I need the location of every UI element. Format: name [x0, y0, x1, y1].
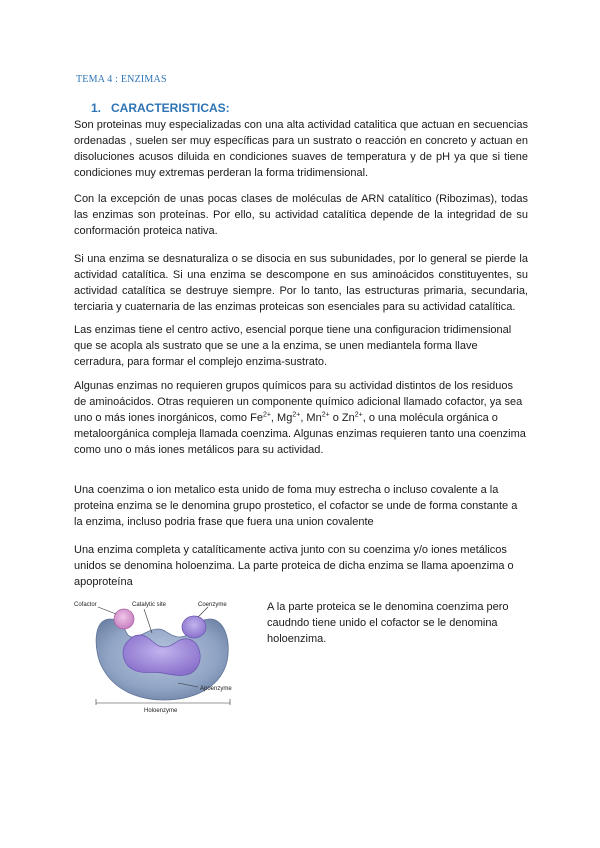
mn-charge: 2+	[321, 411, 330, 419]
holoenzyme-label: Holoenzyme	[144, 708, 178, 714]
coenzyme-label: Coenzyme	[198, 602, 227, 608]
section-number: 1.	[91, 101, 102, 115]
paragraph-definition: Son proteinas muy especializadas con una alta actividad catalitica que actuan en secuencias ordenadas , suelen ser muy específicas para un sustrato o reacción en concreto y actuan en disoluciones acusos diluida en condiciones suaves de temperatura y de pH ya que si tiene condiciones muy extremas perderan la forma tridimensional.	[74, 119, 528, 179]
zn-charge: 2+	[354, 411, 363, 419]
catalytic-site-leader	[144, 609, 152, 633]
paragraph-ribozimas: Con la excepción de unas pocas clases de moléculas de ARN catalítico (Ribozimas), todas las enzimas son proteínas. Por ello, su actividad catalítica depende de la integridad de su conformación proteica nativa.	[74, 193, 528, 237]
section-heading	[91, 101, 230, 115]
paragraph-desnaturalizacion: Si una enzima se desnaturaliza o se disocia en sus subunidades, por lo general se pierde la actividad catalítica. Si una enzima se descompone en sus aminoácidos constituyentes, su actividad catalítica se destruye siempre. Por lo tanto, las estructuras primaria, secundaria, terciaria y cuaternaria de las enzimas proteicas son esenciales para su actividad catalítica.	[74, 253, 528, 313]
figure-caption: A la parte proteica se le denomina coenzima pero caudndo tiene unido el cofactor se le denomina holoenzima.	[267, 601, 509, 645]
paragraph-cofactores-part-c: , Mn	[300, 412, 322, 424]
cofactor-leader	[98, 607, 116, 614]
coenzyme-knob	[182, 616, 206, 638]
catalytic-site-label: Catalytic site	[132, 602, 167, 608]
paragraph-cofactores-part-d: o Zn	[329, 412, 355, 424]
paragraph-holoenzima: Una enzima completa y catalíticamente activa junto con su coenzima y/o iones metálicos unidos se denomina holoenzima. La parte proteica de dicha enzima se llama apoenzima o apoproteína	[74, 544, 514, 588]
paragraph-centro-activo: Las enzimas tiene el centro activo, esencial porque tiene una configuracion tridimensional que se acopla als sustrato que se une a la enzima, se unen mediantela forma llave cerradura, para formar el complejo enzima-sustrato.	[74, 324, 512, 368]
section-title: CARACTERISTICAS:	[111, 101, 230, 115]
coenzyme-leader	[198, 607, 208, 617]
paragraph-cofactores-part-b: , Mg	[270, 412, 293, 424]
mg-charge: 2+	[292, 411, 301, 419]
paragraph-grupo-prostetico: Una coenzima o ion metalico esta unido de foma muy estrecha o incluso covalente a la proteina enzima se le denomina grupo prostetico, el cofactor se unde de forma constante a la enzima, incluso podria frase que fuera una union covalente	[74, 484, 518, 528]
paragraph-cofactores-part-a: Algunas enzimas no requieren grupos químicos para su actividad distintos de los residuos de aminoácidos. Otras requieren un componente químico adicional llamado cofactor, ya sea uno o más iones inorgánicos, como Fe	[74, 380, 523, 424]
holoenzyme-diagram	[70, 597, 258, 715]
cofactor-label: Cofactor	[74, 602, 97, 608]
document-title: TEMA 4 : ENZIMAS	[76, 74, 167, 85]
fe-charge: 2+	[262, 411, 271, 419]
cofactor-shape	[114, 609, 134, 629]
paragraph-cofactores-part-e: , o una molécula orgánica o metaloorgánica compleja llamada coenzima. Algunas enzimas requieren tanto una coenzima como uno o más iones metálicos para su actividad.	[74, 412, 526, 456]
apoenzyme-label: Apoenzyme	[200, 686, 232, 692]
holoenzyme-figure	[70, 597, 258, 715]
paragraph-cofactores	[74, 378, 528, 458]
